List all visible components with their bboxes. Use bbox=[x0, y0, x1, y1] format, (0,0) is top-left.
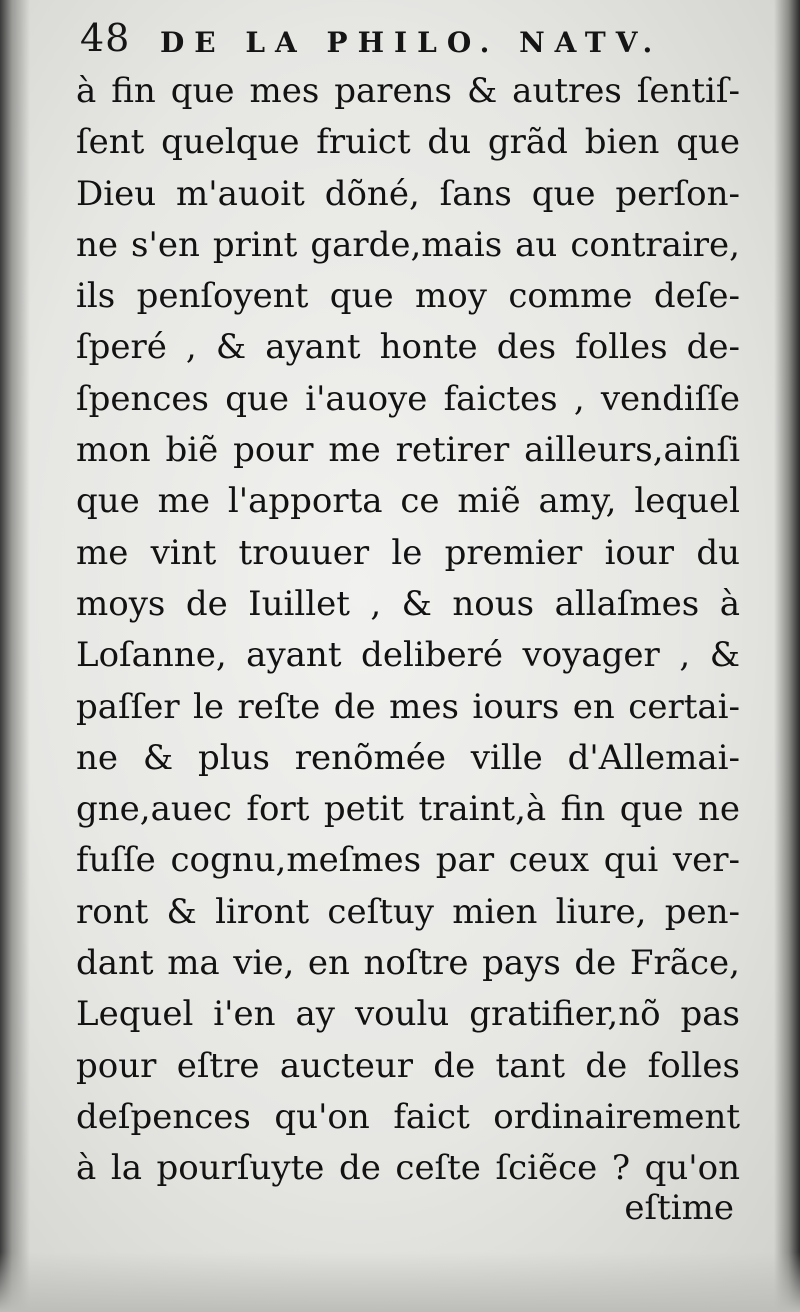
text-line: pour eſtre aucteur de tant de folles bbox=[76, 1045, 740, 1086]
text-line: ſperé , & ayant honte des folles de- bbox=[76, 327, 740, 368]
page-left-shadow bbox=[0, 0, 30, 1312]
text-line: moys de Iuillet , & nous allaſmes à bbox=[76, 583, 740, 624]
text-line: fuſſe cognu,meſmes par ceux qui ver- bbox=[76, 840, 740, 881]
text-line: dant ma vie, en noſtre pays de Frãce, bbox=[76, 943, 740, 984]
text-line: deſpences qu'on faict ordinairement bbox=[76, 1096, 740, 1137]
text-line: ſpences que i'auoye faictes , vendiſſe bbox=[76, 378, 740, 419]
text-line: ne s'en print garde,mais au contraire, bbox=[76, 224, 740, 265]
catchword: eſtime bbox=[624, 1188, 734, 1228]
text-line: mon biẽ pour me retirer ailleurs,ainſi bbox=[76, 430, 740, 471]
text-line: gne,auec fort petit traint,à fin que ne bbox=[76, 789, 740, 830]
text-line: me vint trouuer le premier iour du bbox=[76, 532, 740, 573]
page-right-shadow bbox=[774, 0, 800, 1312]
text-line: à fin que mes parens & autres ſentiſ- bbox=[76, 71, 740, 111]
running-head bbox=[80, 14, 720, 64]
text-line: Dieu m'auoit dõné, ſans que perſon- bbox=[76, 173, 740, 214]
text-line: paſſer le reſte de mes iours en certai- bbox=[76, 686, 740, 727]
running-title: DE LA PHILO. NATV. bbox=[160, 26, 663, 59]
text-line: ils penſoyent que moy comme deſe- bbox=[76, 276, 740, 317]
page-bottom-shadow bbox=[0, 1252, 800, 1312]
text-line: ne & plus renõmée ville d'Allemai- bbox=[76, 737, 740, 778]
text-line: ront & liront ceſtuy mien liure, pen- bbox=[76, 891, 740, 932]
text-line: que me l'apporta ce miẽ amy, lequel bbox=[76, 481, 740, 522]
text-line: à la pourſuyte de ceſte ſciẽce ? qu'on bbox=[76, 1148, 740, 1189]
text-line: Lequel i'en ay voulu gratifier,nõ pas bbox=[76, 994, 740, 1035]
text-line: Loſanne, ayant deliberé voyager , & bbox=[76, 635, 740, 676]
text-line: ſent quelque fruict du grãd bien que bbox=[76, 122, 740, 163]
page-number: 48 bbox=[80, 16, 131, 60]
text-block bbox=[76, 66, 740, 1195]
